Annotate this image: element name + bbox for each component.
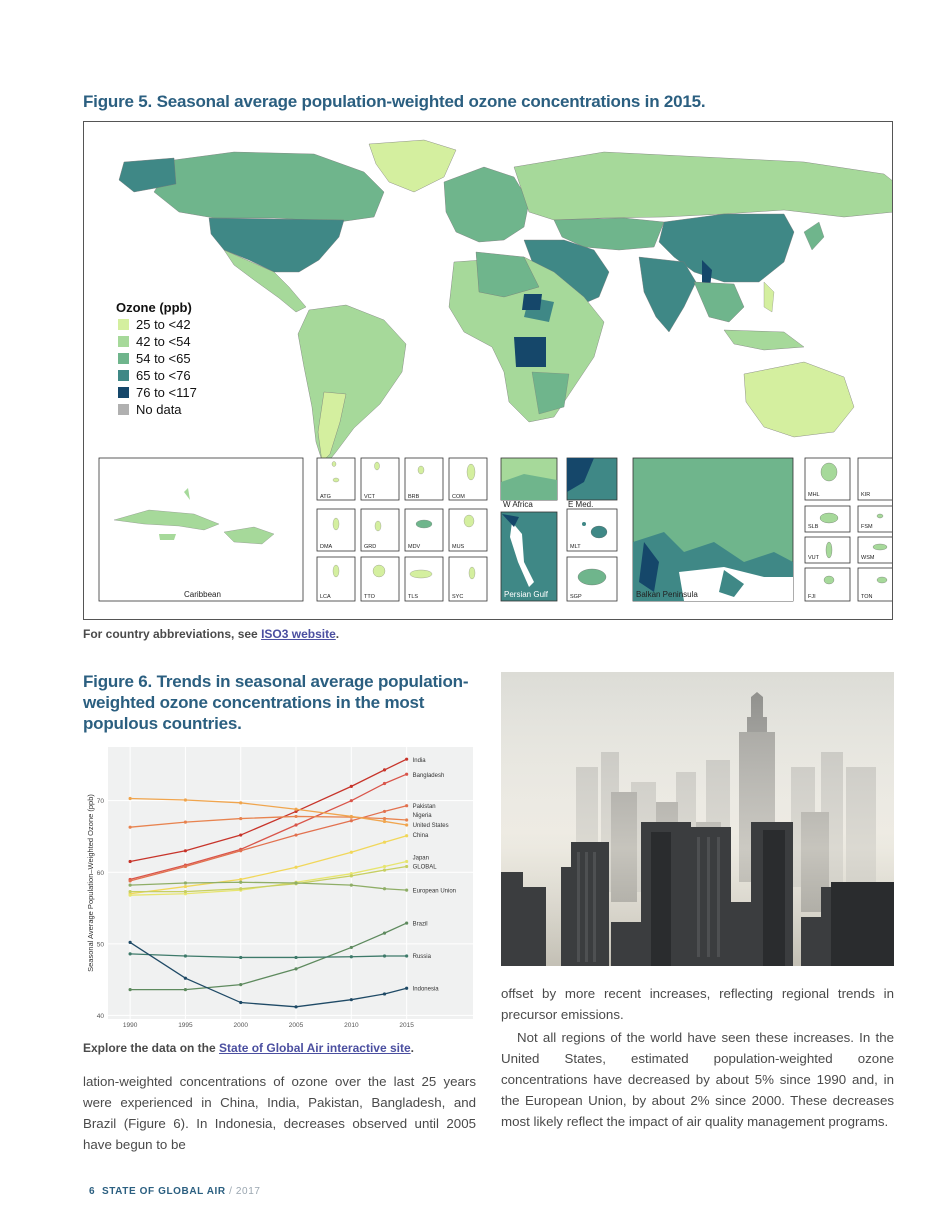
legend-swatch-5 bbox=[118, 387, 129, 398]
ozone-world-map bbox=[83, 121, 893, 620]
chart-point bbox=[383, 817, 386, 820]
chart-point bbox=[383, 954, 386, 957]
chart-point bbox=[239, 849, 242, 852]
publication-year: 2017 bbox=[235, 1186, 261, 1197]
chart-point bbox=[129, 826, 132, 829]
legend-swatch-4 bbox=[118, 370, 129, 381]
inset-persian-gulf-label: Persian Gulf bbox=[504, 590, 549, 599]
chart-point bbox=[239, 801, 242, 804]
body-text-right-column bbox=[501, 983, 894, 1132]
chart-point bbox=[294, 1005, 297, 1008]
figure5-title: Figure 5. Seasonal average population-weighted ozone concentrations in 2015. bbox=[83, 92, 706, 111]
chart-point bbox=[350, 815, 353, 818]
chart-point bbox=[239, 881, 242, 884]
chart-point bbox=[184, 865, 187, 868]
chart-point bbox=[405, 823, 408, 826]
inset-caribbean bbox=[99, 458, 303, 601]
legend-swatch-1 bbox=[118, 319, 129, 330]
smog-city-photo bbox=[501, 672, 894, 966]
chart-y-tick-label: 60 bbox=[96, 869, 104, 877]
chart-y-tick-label: 70 bbox=[96, 798, 104, 806]
chart-point bbox=[184, 849, 187, 852]
chart-y-axis-title: Seasonal Average Population–Weighted Ozone (ppb) bbox=[86, 794, 95, 972]
chart-point bbox=[129, 988, 132, 991]
chart-point bbox=[383, 887, 386, 890]
chart-point bbox=[184, 885, 187, 888]
chart-series-label-3: Nigeria bbox=[412, 813, 432, 820]
inset-label-com: COM bbox=[452, 494, 465, 500]
legend-label-2: 42 to <54 bbox=[136, 334, 191, 349]
legend-label-5: 76 to <117 bbox=[136, 385, 197, 400]
chart-x-tick-label: 2005 bbox=[288, 1022, 304, 1029]
figure5-note-suffix: . bbox=[335, 627, 340, 641]
chart-point bbox=[239, 956, 242, 959]
right-paragraph-1: offset by more recent increases, reflecting regional trends in precursor emissions. bbox=[501, 986, 894, 1022]
inset-label-slb: SLB bbox=[808, 524, 819, 530]
chart-point bbox=[294, 967, 297, 970]
chart-point bbox=[239, 1001, 242, 1004]
chart-x-tick-label: 2015 bbox=[399, 1022, 414, 1029]
chart-point bbox=[383, 768, 386, 771]
chart-point bbox=[129, 879, 132, 882]
legend-label-4: 65 to <76 bbox=[136, 368, 191, 383]
inset-label-atg: ATG bbox=[320, 494, 331, 500]
chart-point bbox=[405, 921, 408, 924]
inset-label-mus: MUS bbox=[452, 544, 465, 550]
chart-point bbox=[184, 798, 187, 801]
inset-sgp-label: SGP bbox=[570, 594, 582, 600]
chart-series-label-11: Indonesia bbox=[412, 986, 439, 993]
chart-point bbox=[184, 821, 187, 824]
right-paragraph-2: Not all regions of the world have seen these increases. In the United States, estimated population-weighted ozone concentrations have decreased by about 5% since 1990 and, in the European Union, by about 2% since 2000. These decreases most likely reflect the impact of air quality management programs. bbox=[501, 1030, 894, 1129]
chart-series-label-8: European Union bbox=[412, 888, 457, 895]
chart-point bbox=[405, 954, 408, 957]
chart-x-tick-label: 2000 bbox=[233, 1022, 248, 1029]
figure6-note bbox=[83, 1041, 414, 1055]
chart-point bbox=[405, 860, 408, 863]
chart-point bbox=[383, 820, 386, 823]
chart-point bbox=[129, 941, 132, 944]
figure5-note-prefix: For country abbreviations, see bbox=[83, 627, 262, 641]
chart-point bbox=[350, 785, 353, 788]
figure6-note-suffix: . bbox=[410, 1041, 414, 1055]
chart-series-label-6: Japan bbox=[412, 855, 429, 862]
chart-point bbox=[129, 894, 132, 897]
inset-label-grd: GRD bbox=[364, 544, 377, 550]
chart-point bbox=[383, 810, 386, 813]
chart-point bbox=[239, 878, 242, 881]
chart-point bbox=[239, 817, 242, 820]
chart-point bbox=[350, 874, 353, 877]
inset-caribbean-label: Caribbean bbox=[184, 590, 221, 599]
chart-point bbox=[350, 799, 353, 802]
state-of-global-air-link[interactable]: State of Global Air interactive site bbox=[219, 1041, 411, 1055]
inset-label-mdv: MDV bbox=[408, 544, 421, 550]
inset-label-dma: DMA bbox=[320, 544, 333, 550]
chart-point bbox=[294, 866, 297, 869]
legend-label-1: 25 to <42 bbox=[136, 317, 191, 332]
legend-label-3: 54 to <65 bbox=[136, 351, 191, 366]
chart-point bbox=[350, 851, 353, 854]
chart-x-tick-label: 1995 bbox=[178, 1022, 193, 1029]
body-text-left-column: lation-weighted concentrations of ozone over the last 25 years were experienced in China, India, Pakistan, Bangladesh, and Brazil (Figure 6). In Indonesia, decreases observed until 2005 have begun to be bbox=[83, 1074, 476, 1152]
legend-title: Ozone (ppb) bbox=[116, 300, 192, 315]
legend-swatch-6 bbox=[118, 404, 129, 415]
chart-point bbox=[129, 860, 132, 863]
figure6-title: Figure 6. Trends in seasonal average population-weighted ozone concentrations in the most populous countries. bbox=[83, 672, 469, 733]
figure6-note-prefix: Explore the data on the bbox=[83, 1041, 220, 1055]
publication-name: STATE OF GLOBAL AIR bbox=[101, 1186, 226, 1197]
chart-svg bbox=[83, 742, 478, 1032]
inset-label-kir: KIR bbox=[861, 492, 871, 498]
chart-point bbox=[405, 758, 408, 761]
chart-point bbox=[350, 946, 353, 949]
chart-point bbox=[383, 782, 386, 785]
legend-label-6: No data bbox=[136, 402, 182, 417]
inset-label-ton: TON bbox=[861, 594, 873, 600]
inset-label-wsm: WSM bbox=[861, 555, 875, 561]
chart-point bbox=[405, 889, 408, 892]
chart-point bbox=[294, 808, 297, 811]
inset-pacific bbox=[805, 458, 893, 601]
chart-point bbox=[184, 988, 187, 991]
inset-label-brb: BRB bbox=[408, 494, 420, 500]
chart-x-tick-label: 1990 bbox=[122, 1022, 138, 1029]
chart-series-label-1: Bangladesh bbox=[412, 773, 445, 780]
chart-point bbox=[129, 952, 132, 955]
chart-point bbox=[383, 865, 386, 868]
chart-point bbox=[383, 841, 386, 844]
chart-point bbox=[405, 834, 408, 837]
chart-point bbox=[294, 833, 297, 836]
chart-point bbox=[184, 954, 187, 957]
chart-point bbox=[350, 955, 353, 958]
inset-label-tls: TLS bbox=[408, 594, 419, 600]
chart-point bbox=[239, 833, 242, 836]
chart-point bbox=[294, 823, 297, 826]
chart-point bbox=[129, 890, 132, 893]
chart-point bbox=[239, 887, 242, 890]
chart-series-label-7: GLOBAL bbox=[412, 864, 437, 871]
legend-swatch-2 bbox=[118, 336, 129, 347]
inset-label-fsm: FSM bbox=[861, 524, 873, 530]
chart-series-label-10: Russia bbox=[412, 954, 431, 961]
inset-e-med-label: E Med. bbox=[568, 500, 594, 509]
inset-w-africa-label: W Africa bbox=[503, 500, 533, 509]
chart-point bbox=[405, 818, 408, 821]
chart-point bbox=[184, 977, 187, 980]
chart-point bbox=[184, 881, 187, 884]
legend-swatch-3 bbox=[118, 353, 129, 364]
chart-series-label-5: China bbox=[412, 833, 429, 840]
chart-point bbox=[405, 987, 408, 990]
chart-point bbox=[294, 815, 297, 818]
inset-balkan bbox=[633, 458, 793, 601]
chart-point bbox=[350, 998, 353, 1001]
chart-point bbox=[129, 797, 132, 800]
footer-separator: / bbox=[225, 1186, 236, 1197]
inset-label-vut: VUT bbox=[808, 555, 819, 561]
inset-label-syc: SYC bbox=[452, 594, 464, 600]
inset-balkan-label: Balkan Peninsula bbox=[636, 590, 698, 599]
chart-point bbox=[405, 865, 408, 868]
chart-point bbox=[350, 884, 353, 887]
chart-y-tick-label: 50 bbox=[96, 941, 104, 949]
inset-label-lca: LCA bbox=[320, 594, 331, 600]
chart-point bbox=[129, 884, 132, 887]
figure5-note bbox=[83, 627, 339, 641]
chart-point bbox=[294, 881, 297, 884]
chart-series-label-9: Brazil bbox=[412, 921, 428, 928]
page-footer bbox=[89, 1186, 261, 1197]
chart-point bbox=[294, 956, 297, 959]
chart-series-label-0: India bbox=[412, 758, 426, 765]
chart-series-label-2: Pakistan bbox=[412, 803, 436, 810]
inset-label-tto: TTO bbox=[364, 594, 375, 600]
chart-y-tick-label: 40 bbox=[96, 1012, 104, 1020]
page-number: 6 bbox=[89, 1186, 96, 1197]
inset-mlt-label: MLT bbox=[570, 544, 581, 550]
ozone-trend-chart bbox=[83, 742, 478, 1032]
chart-point bbox=[350, 819, 353, 822]
chart-x-tick-label: 2010 bbox=[344, 1022, 359, 1029]
chart-point bbox=[383, 869, 386, 872]
chart-point bbox=[383, 992, 386, 995]
chart-point bbox=[405, 804, 408, 807]
inset-label-vct: VCT bbox=[364, 494, 375, 500]
inset-label-mhl: MHL bbox=[808, 492, 820, 498]
chart-point bbox=[383, 932, 386, 935]
iso3-website-link[interactable]: ISO3 website bbox=[261, 627, 336, 641]
chart-series-label-4: United States bbox=[412, 823, 449, 830]
chart-point bbox=[405, 773, 408, 776]
chart-point bbox=[239, 983, 242, 986]
inset-label-fji: FJI bbox=[808, 594, 816, 600]
chart-point bbox=[184, 890, 187, 893]
